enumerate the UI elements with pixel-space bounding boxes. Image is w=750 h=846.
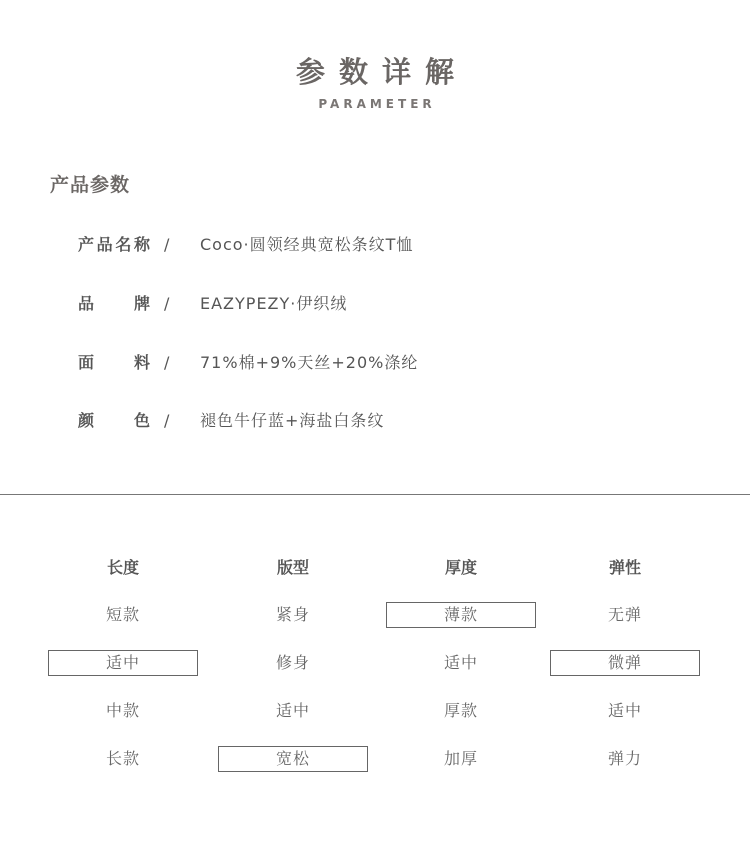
attr-column-thickness [386,555,536,768]
attr-option-selected: 微弹 [550,650,700,676]
attr-header: 弹性 [608,558,641,577]
param-row-brand [78,292,698,316]
param-value: EAZYPEZY·伊织绒 [200,294,348,313]
param-row-name [78,233,698,257]
param-label: 颜色 [78,411,150,430]
attr-option-selected: 适中 [48,650,198,676]
page-subtitle: PARAMETER [318,97,436,111]
attr-option: 无弹 [607,605,642,624]
param-separator: / [164,353,170,372]
attr-option: 加厚 [443,749,478,768]
attr-column-fit [218,555,368,768]
param-value: 褪色牛仔蓝+海盐白条纹 [200,411,385,430]
attr-header: 版型 [276,558,309,577]
section-divider [0,494,750,495]
param-row-fabric [78,351,698,375]
attr-column-length [48,555,198,768]
product-params-heading: 产品参数 [50,174,131,196]
attr-column-elasticity [550,555,700,768]
attr-option: 适中 [443,653,478,672]
attr-option-selected: 宽松 [218,746,368,772]
attr-header: 厚度 [444,558,477,577]
attr-option: 中款 [105,701,140,720]
attr-header: 长度 [106,558,139,577]
param-separator: / [164,294,170,313]
param-label: 品牌 [78,294,150,313]
param-separator: / [164,235,170,254]
attr-option: 适中 [275,701,310,720]
attr-option: 短款 [105,605,140,624]
attr-option-selected: 薄款 [386,602,536,628]
attr-option: 适中 [607,701,642,720]
attr-option: 厚款 [443,701,478,720]
param-label: 产品名称 [78,235,150,254]
param-row-color [78,409,698,433]
attr-option: 修身 [275,653,310,672]
param-value: Coco·圆领经典宽松条纹T恤 [200,235,414,254]
attr-option: 长款 [105,749,140,768]
attr-option: 紧身 [275,605,310,624]
param-value: 71%棉+9%天丝+20%涤纶 [200,353,419,372]
param-separator: / [164,411,170,430]
page-title: 参数详解 [295,55,468,89]
attr-option: 弹力 [607,749,642,768]
param-label: 面料 [78,353,150,372]
